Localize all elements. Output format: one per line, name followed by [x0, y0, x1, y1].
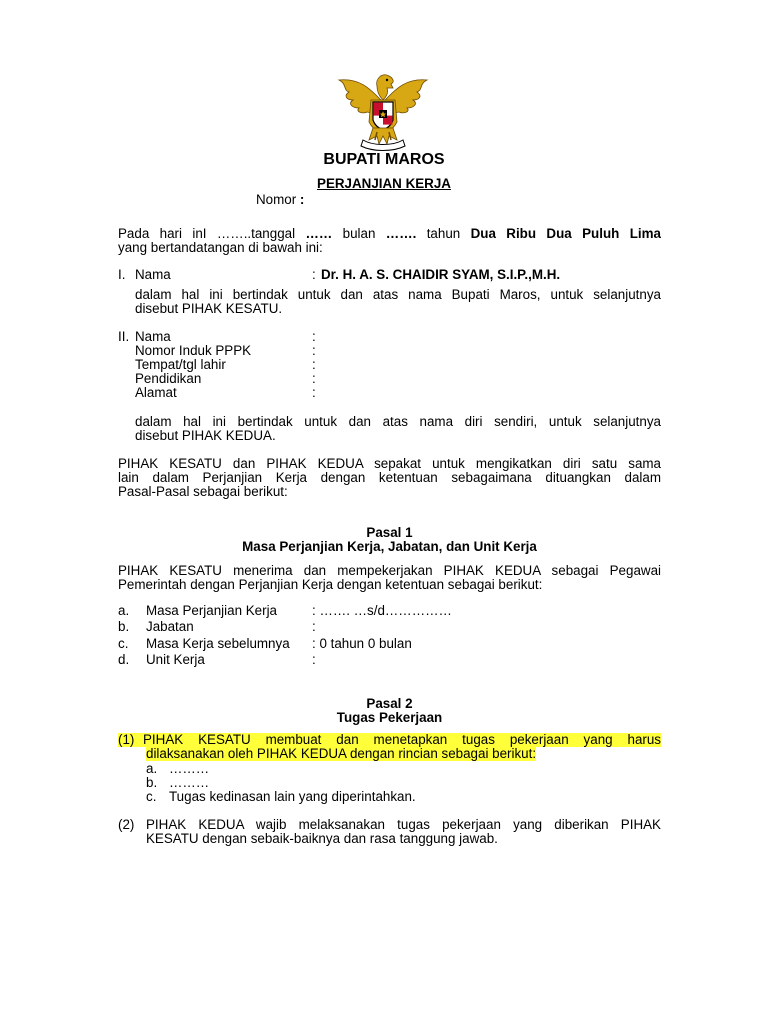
party2-colon-ttl: : [312, 357, 316, 372]
clause2-line-2: KESATU dengan sebaik-baiknya dan rasa tanggung jawab. [146, 831, 498, 846]
clause1-number: (1) [118, 733, 143, 747]
party2-number: II. [118, 329, 130, 344]
nomor-row [256, 193, 304, 207]
pasal1-intro-line-2: Pemerintah dengan Perjanjian Kerja dengan ketentuan sebagai berikut: [118, 577, 543, 592]
opening-line-1: Pada hari inI ……..tanggal …… bulan ……. tahun Dua Ribu Dua Puluh Lima [118, 226, 661, 241]
clause1-subitem-text: Tugas kedinasan lain yang diperintahkan. [169, 789, 416, 804]
party2-colon-pendidikan: : [312, 371, 316, 386]
pasal1-item-label: Masa Kerja sebelumnya [146, 636, 290, 651]
pasal1-item-letter: d. [118, 652, 130, 667]
pasal2-title: Pasal 2 [366, 696, 413, 711]
nomor-label: Nomor [256, 192, 297, 207]
pasal1-item-letter: c. [118, 636, 129, 651]
pasal1-item-value: : 0 tahun 0 bulan [312, 636, 412, 651]
party1-number: I. [118, 267, 126, 282]
agreement-line-3: Pasal-Pasal sebagai berikut: [118, 484, 288, 499]
party2-desc-line-1: dalam hal ini bertindak untuk dan atas nama diri sendiri, untuk selanjutnya [135, 414, 661, 429]
year-text: Dua Ribu Dua Puluh Lima [470, 226, 661, 241]
party2-colon-nama: : [312, 329, 316, 344]
pasal1-item-letter: b. [118, 619, 130, 634]
clause1-subitem-letter: c. [146, 789, 157, 804]
pasal1-intro-line-1: PIHAK KESATU menerima dan mempekerjakan PIHAK KEDUA sebagai Pegawai [118, 563, 661, 578]
party2-label-pendidikan: Pendidikan [135, 371, 202, 386]
party1-desc-line-1: dalam hal ini bertindak untuk dan atas nama Bupati Maros, untuk selanjutnya [135, 287, 661, 302]
clause1-subitem-letter: a. [146, 761, 158, 776]
agreement-line-1: PIHAK KESATU dan PIHAK KEDUA sepakat untuk mengikatkan diri satu sama [118, 456, 661, 471]
pasal2-subtitle: Tugas Pekerjaan [336, 710, 443, 725]
pasal1-subtitle: Masa Perjanjian Kerja, Jabatan, dan Unit Kerja [242, 539, 537, 554]
clause2-line-1: PIHAK KEDUA wajib melaksanakan tugas pekerjaan yang diberikan PIHAK [146, 817, 661, 832]
party1-name-colon: : [312, 267, 316, 282]
party2-label-nip: Nomor Induk PPPK [135, 343, 252, 358]
party2-label-nama: Nama [135, 329, 171, 344]
clause1-line-1: PIHAK KESATU membuat dan menetapkan tugas pekerjaan yang harus [143, 732, 661, 747]
party1-name-label: Nama [135, 267, 171, 282]
office-heading: BUPATI MAROS [323, 151, 445, 168]
party2-desc-line-2: disebut PIHAK KEDUA. [135, 428, 276, 443]
opening-line-2: yang bertandatangan di bawah ini: [118, 240, 323, 255]
clause1-line-2: dilaksanakan oleh PIHAK KEDUA dengan rincian sebagai berikut: [146, 746, 537, 761]
party2-label-ttl: Tempat/tgl lahir [135, 357, 226, 372]
pasal1-item-value: : [312, 652, 316, 667]
document-title: PERJANJIAN KERJA [317, 176, 451, 191]
clause1-subitem-text: ……… [169, 761, 210, 776]
garuda-emblem-icon [333, 70, 433, 152]
party2-colon-alamat: : [312, 385, 316, 400]
clause1-subitem-letter: b. [146, 775, 158, 790]
party1-desc-line-2: disebut PIHAK KESATU. [135, 301, 283, 316]
clause1-subitem-text: ……… [169, 775, 210, 790]
pasal1-title: Pasal 1 [366, 525, 413, 540]
party2-label-alamat: Alamat [135, 385, 177, 400]
pasal1-item-value: : [312, 619, 316, 634]
nomor-colon: : [299, 192, 305, 207]
agreement-line-2: lain dalam Perjanjian Kerja dengan ketentuan sebagaimana dituangkan dalam [118, 470, 661, 485]
party2-colon-nip: : [312, 343, 316, 358]
pasal1-item-letter: a. [118, 603, 130, 618]
pasal1-item-value: : ……. …s/d…………… [312, 603, 452, 618]
party1-name-value: Dr. H. A. S. CHAIDIR SYAM, S.I.P.,M.H. [321, 267, 561, 282]
pasal1-item-label: Unit Kerja [146, 652, 205, 667]
clause2-number: (2) [118, 817, 135, 832]
pasal1-item-label: Masa Perjanjian Kerja [146, 603, 277, 618]
pasal1-item-label: Jabatan [146, 619, 194, 634]
